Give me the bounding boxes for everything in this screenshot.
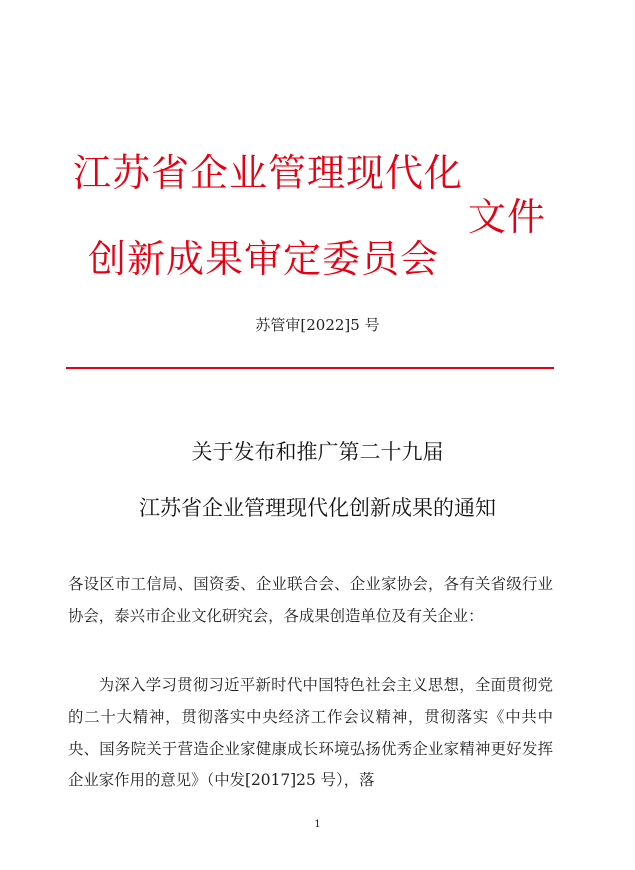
document-title-line1: 关于发布和推广第二十九届 (191, 440, 444, 464)
document-number: 苏管审[2022]5 号 (255, 316, 380, 334)
issuer-name-line1: 江苏省企业管理现代化 (73, 151, 464, 195)
addressee-paragraph: 各设区市工信局、国资委、企业联合会、企业家协会，各有关省级行业协会，泰兴市企业文化研究会，各成果创造单位及有关企业： (68, 575, 553, 625)
issuer-document-suffix: 文件 (468, 195, 547, 239)
issuer-name-line2: 创新成果审定委员会 (88, 237, 440, 281)
body-paragraph: 为深入学习贯彻习近平新时代中国特色社会主义思想，全面贯彻党的二十大精神，贯彻落实中央经济工作会议精神，贯彻落实《中共中央、国务院关于营造企业家健康成长环境弘扬优秀企业家精神更好发挥企业家作用的意见》（中发[2017]25 号），落 (68, 676, 553, 790)
page-number: 1 (314, 819, 321, 830)
document-title-line2: 江苏省企业管理现代化创新成果的通知 (139, 496, 496, 520)
red-divider-line (66, 367, 554, 369)
